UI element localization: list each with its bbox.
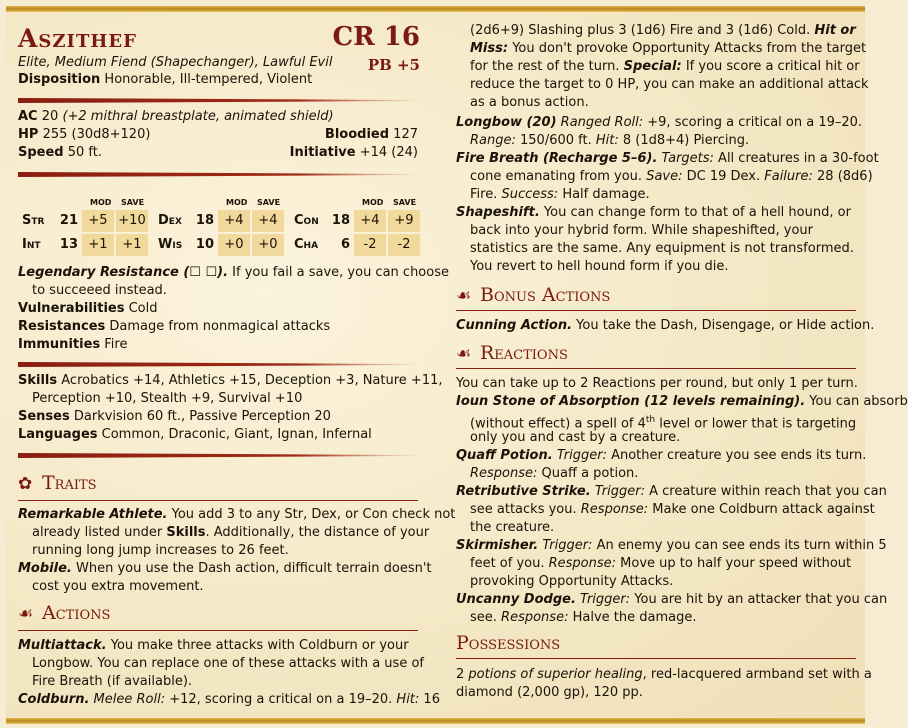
reaction-quaff-potion: Quaff Potion. Trigger: Another creature you see ends its turn. — [456, 448, 867, 463]
action-text: (2d6+9) Slashing plus 3 (1d6) Fire and 3 (1d6) Cold. Hit or — [470, 23, 856, 38]
proficiency-bonus: PB +5 — [367, 56, 420, 74]
vulnerabilities: Vulnerabilities Cold — [18, 301, 158, 316]
reaction-retributive-strike: Retributive Strike. Trigger: A creature within reach that you can — [456, 484, 887, 499]
heading-underline — [456, 368, 856, 369]
legendary-resistance: Legendary Resistance (☐ ☐). If you fail a save, you can choose — [18, 265, 449, 280]
reaction-skirmisher: Skirmisher. Trigger: An enemy you can see ends its turn within 5 — [456, 538, 887, 553]
skills-cont: Perception +10, Stealth +9, Survival +10 — [32, 391, 303, 406]
bonus-actions-heading: ☙ Bonus Actions — [456, 284, 611, 306]
ability-con: Con 18 +4 +9 — [290, 210, 424, 232]
trait-text: already listed under Skills. Additionally, the distance of your — [32, 525, 430, 540]
traits-heading: ✿ Traits — [18, 472, 97, 494]
trait-remarkable-athlete: Remarkable Athlete. You add 3 to any Str, Dex, or Con check not — [18, 507, 456, 522]
heading-underline — [456, 310, 856, 311]
action-shapeshift: Shapeshift. You can change form to that of a hell hound, or — [456, 205, 851, 220]
action-text: Range: 150/600 ft. Hit: 8 (1d8+4) Piercing. — [470, 133, 750, 148]
claw-icon: ☙ — [18, 604, 34, 624]
trait-text: running long jump increases to 26 feet. — [32, 543, 289, 558]
resistances: Resistances Damage from nonmagical attacks — [18, 319, 331, 334]
section-divider — [18, 172, 418, 177]
reaction-text: feet of you. Response: Move up to half your speed without — [470, 556, 852, 571]
action-text: Fire. Success: Half damage. — [470, 187, 650, 202]
reaction-text: see. Response: Halve the damage. — [470, 610, 697, 625]
ability-int: Int 13 +1 +1 — [18, 234, 152, 256]
heading-underline — [456, 658, 856, 659]
mod-header: MOD — [226, 198, 248, 207]
section-divider — [18, 453, 418, 458]
legendary-resistance-cont: to succeeed instead. — [32, 283, 167, 298]
ability-dex: Dex 18 +4 +4 — [154, 210, 288, 232]
reaction-text: (without effect) a spell of 4th level or lower that is targeting — [470, 415, 857, 432]
immunities: Immunities Fire — [18, 337, 128, 352]
reaction-text: the creature. — [470, 520, 555, 535]
creature-type: Elite, Medium Fiend (Shapechanger), Lawful Evil — [18, 55, 333, 70]
possessions-heading: Possessions — [456, 632, 561, 654]
reaction-ioun-stone: Ioun Stone of Absorption (12 levels remaining). You can absorb — [456, 394, 908, 409]
disposition-line: Disposition Honorable, Ill-tempered, Violent — [18, 72, 313, 87]
action-coldburn: Coldburn. Melee Roll: +12, scoring a critical on a 19–20. Hit: 16 — [18, 692, 440, 707]
action-text: back into your hybrid form. While shapeshifted, your — [470, 223, 814, 238]
reaction-text: see attacks you. Response: Make one Coldburn attack against — [470, 502, 875, 517]
mod-header: MOD — [362, 198, 384, 207]
bonus-cunning-action: Cunning Action. You take the Dash, Disengage, or Hide action. — [456, 318, 875, 333]
trait-text: cost you extra movement. — [32, 579, 204, 594]
ability-cha: Cha 6 -2 -2 — [290, 234, 424, 256]
action-multiattack: Multiattack. You make three attacks with Coldburn or your — [18, 638, 409, 653]
reaction-text: provoking Opportunity Attacks. — [470, 574, 674, 589]
challenge-rating: CR 16 — [332, 22, 420, 52]
action-text: Fire Breath (if available). — [32, 674, 193, 689]
section-divider — [18, 362, 418, 367]
reactions-heading: ☙ Reactions — [456, 342, 568, 364]
action-text: Longbow. You can replace one of these attacks with a use of — [32, 656, 424, 671]
action-fire-breath: Fire Breath (Recharge 5–6). Targets: All creatures in a 30-foot — [456, 151, 879, 166]
senses: Senses Darkvision 60 ft., Passive Perception 20 — [18, 409, 331, 424]
reaction-uncanny-dodge: Uncanny Dodge. Trigger: You are hit by an attacker that you can — [456, 592, 888, 607]
section-divider — [18, 98, 418, 103]
reactions-intro: You can take up to 2 Reactions per round, but only 1 per turn. — [456, 376, 858, 391]
claw-icon: ☙ — [456, 286, 472, 306]
left-column — [18, 10, 456, 720]
action-text: reduce the target to 0 HP, you can make an additional attack — [470, 77, 869, 92]
heading-underline — [18, 500, 418, 501]
skills: Skills Acrobatics +14, Athletics +15, Deception +3, Nature +11, — [18, 373, 443, 388]
reaction-text: Response: Quaff a potion. — [470, 466, 639, 481]
action-text: Miss: You don't provoke Opportunity Attacks from the target — [470, 41, 867, 56]
action-text: for the rest of the turn. Special: If you score a critical hit or — [470, 59, 860, 74]
armor-class: AC 20 (+2 mithral breastplate, animated shield) — [18, 109, 334, 124]
save-header: SAVE — [393, 198, 417, 207]
ability-wis: Wis 10 +0 +0 — [154, 234, 288, 256]
action-longbow: Longbow (20) Ranged Roll: +9, scoring a critical on a 19–20. — [456, 115, 863, 130]
paw-icon: ✿ — [18, 474, 33, 494]
speed-initiative: Speed 50 ft. Initiative +14 (24) — [18, 145, 418, 160]
possessions-text: 2 potions of superior healing, red-lacquered armband set with a — [456, 667, 872, 682]
possessions-text: diamond (2,000 gp), 120 pp. — [456, 685, 643, 700]
action-text: statistics are the same. Any equipment is not transformed. — [470, 241, 854, 256]
languages: Languages Common, Draconic, Giant, Ignan, Infernal — [18, 427, 372, 442]
action-text: cone emanating from you. Save: DC 19 Dex. Failure: 28 (8d6) — [470, 169, 873, 184]
hand-icon: ☙ — [456, 344, 472, 364]
save-header: SAVE — [257, 198, 281, 207]
hit-points: HP 255 (30d8+120) Bloodied 127 — [18, 127, 418, 142]
action-text: as a bonus action. — [470, 95, 589, 110]
actions-heading: ☙ Actions — [18, 602, 111, 624]
stat-block — [6, 10, 908, 720]
creature-name: Aszithef — [18, 24, 137, 53]
trait-mobile: Mobile. When you use the Dash action, difficult terrain doesn't — [18, 561, 432, 576]
action-text: You revert to hell hound form if you die. — [470, 259, 729, 274]
heading-underline — [18, 630, 418, 631]
right-column — [456, 10, 908, 720]
save-header: SAVE — [121, 198, 145, 207]
reaction-text: only you and cast by a creature. — [470, 430, 681, 445]
mod-header: MOD — [90, 198, 112, 207]
ability-str: Str 21 +5 +10 — [18, 210, 152, 232]
